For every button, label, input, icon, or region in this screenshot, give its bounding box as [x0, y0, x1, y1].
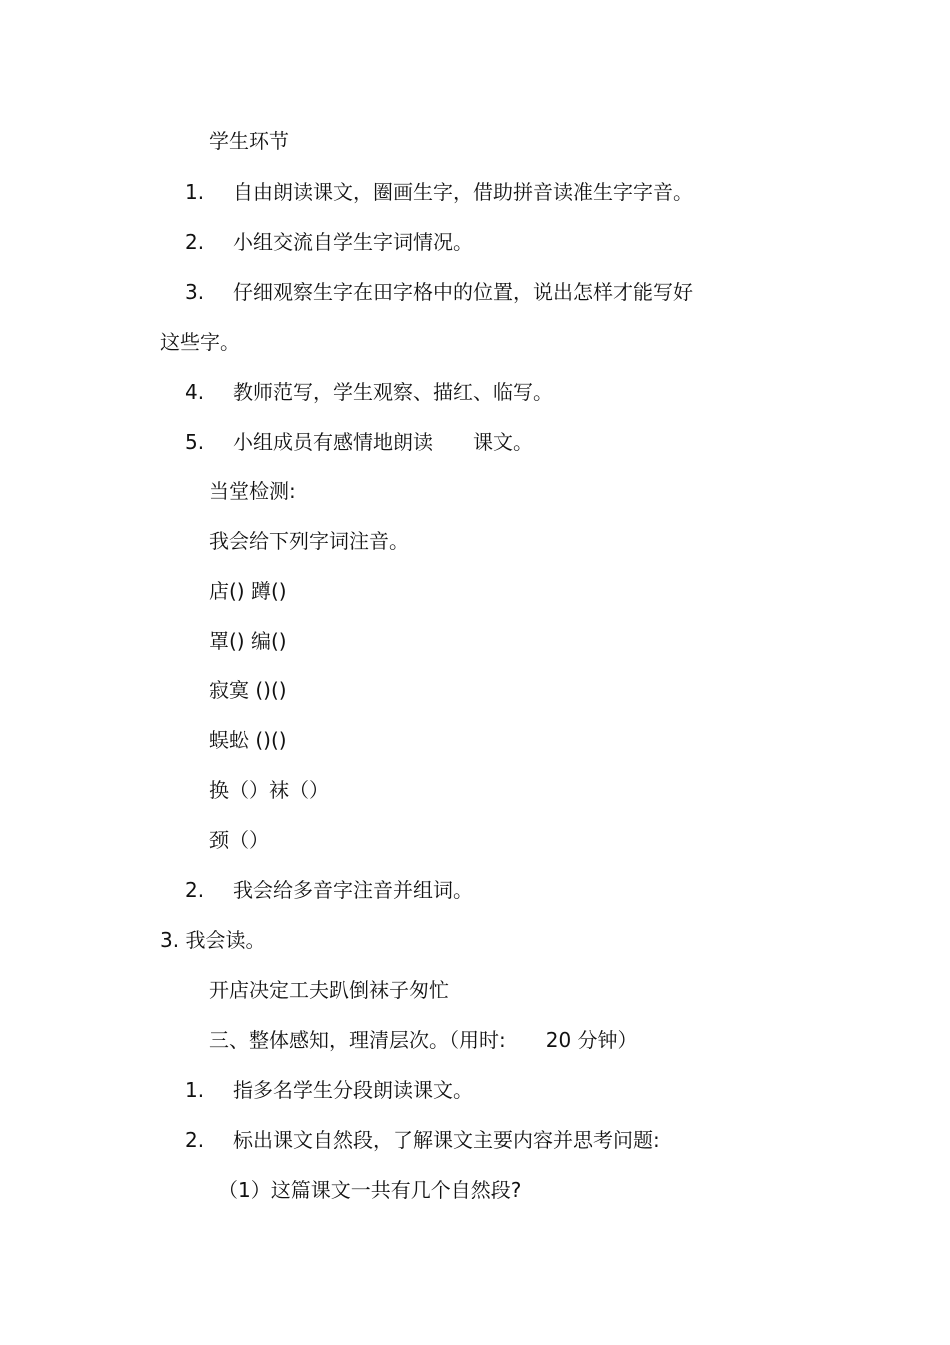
section-3-title: 三、整体感知，理清层次。（用时: 20 分钟） [209, 1028, 638, 1052]
item-3: 3. 我会读。 [160, 928, 266, 952]
step-number: 3. [185, 280, 205, 304]
step-number: 2. [185, 230, 205, 254]
step-number: 5. [185, 430, 205, 454]
step-number: 1. [185, 180, 205, 204]
question-1: （1）这篇课文一共有几个自然段? [218, 1178, 522, 1202]
section-heading: 学生环节 [209, 129, 289, 153]
reading-words: 开店决定工夫趴倒袜子匆忙 [209, 978, 449, 1002]
pinyin-item: 颈（） [209, 828, 269, 852]
quiz-intro: 我会给下列字词注音。 [209, 529, 409, 553]
step-text: 指多名学生分段朗读课文。 [233, 1078, 473, 1102]
step-text: 小组交流自学生字词情况。 [233, 230, 473, 254]
step-3-continuation: 这些字。 [160, 330, 240, 354]
step-text: 自由朗读课文，圈画生字，借助拼音读准生字字音。 [233, 180, 693, 204]
step-text: 小组成员有感情地朗读 课文。 [233, 430, 533, 454]
step-text: 标出课文自然段，了解课文主要内容并思考问题: [233, 1128, 660, 1152]
pinyin-item: 蜈蚣 ()() [209, 728, 287, 752]
pinyin-item: 寂寞 ()() [209, 678, 287, 702]
pinyin-item: 店() 蹲() [209, 579, 287, 603]
step-number: 4. [185, 380, 205, 404]
step-number: 2. [185, 1128, 205, 1152]
item-text: 我会给多音字注音并组词。 [233, 878, 473, 902]
step-text: 仔细观察生字在田字格中的位置，说出怎样才能写好 [233, 280, 693, 304]
quiz-title: 当堂检测: [209, 479, 296, 503]
item-number: 2. [185, 878, 205, 902]
pinyin-item: 罩() 编() [209, 629, 287, 653]
pinyin-item: 换（）袜（） [209, 778, 329, 802]
step-text: 教师范写，学生观察、描红、临写。 [233, 380, 553, 404]
step-number: 1. [185, 1078, 205, 1102]
